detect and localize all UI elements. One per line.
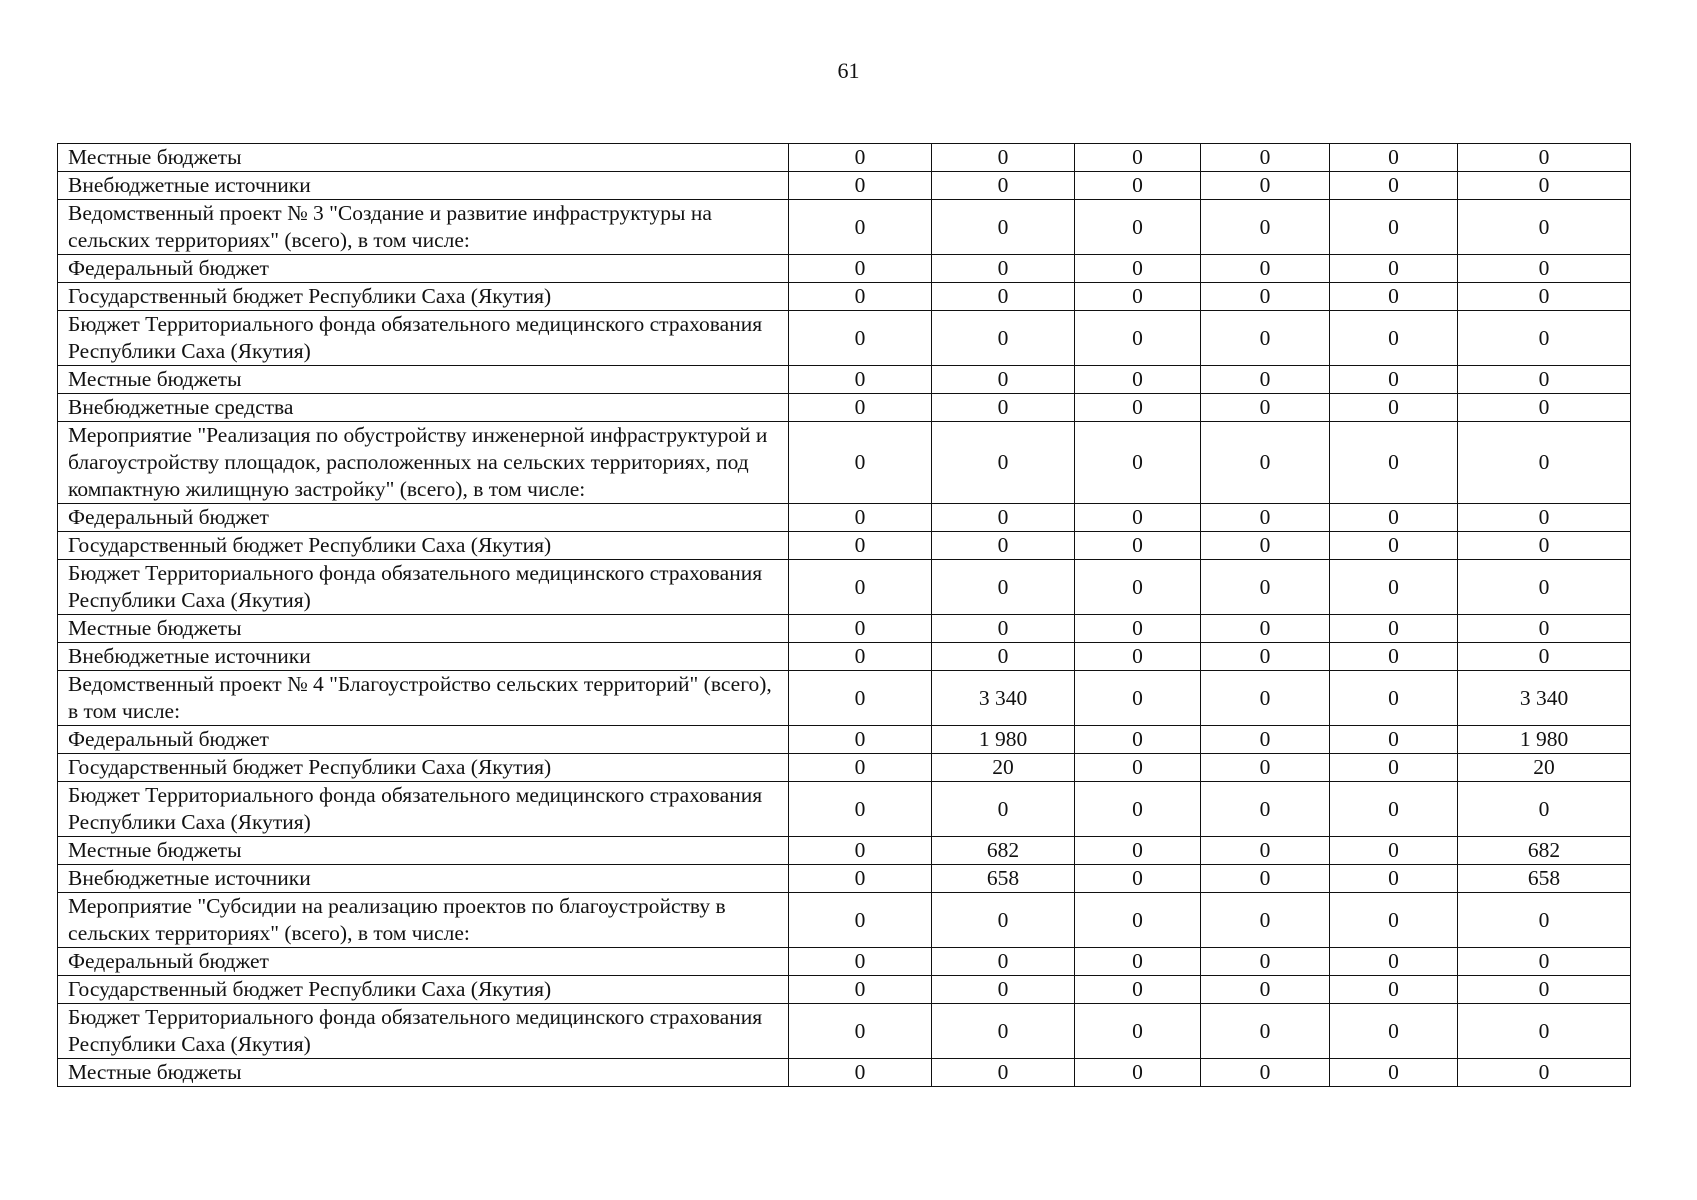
value-cell: 0 [789,976,932,1004]
value-cell: 0 [1458,615,1631,643]
value-cell: 0 [1330,782,1458,837]
table-row [58,394,1631,422]
value-cell: 0 [789,394,932,422]
value-cell: 0 [789,865,932,893]
value-cell: 0 [1075,200,1201,255]
value-cell: 0 [789,726,932,754]
value-cell: 0 [789,200,932,255]
value-cell: 0 [789,948,932,976]
row-label: Внебюджетные источники [58,865,789,893]
value-cell: 0 [932,200,1075,255]
value-cell: 0 [932,422,1075,504]
value-cell: 0 [1075,283,1201,311]
table-row [58,782,1631,837]
value-cell: 0 [932,782,1075,837]
value-cell: 0 [1458,200,1631,255]
value-cell: 0 [1458,948,1631,976]
value-cell: 0 [1330,1059,1458,1087]
value-cell: 0 [789,782,932,837]
value-cell: 0 [1201,394,1330,422]
value-cell: 0 [1075,366,1201,394]
value-cell: 0 [1201,1004,1330,1059]
value-cell: 0 [932,255,1075,283]
table-body [58,144,1631,1087]
table-row [58,976,1631,1004]
value-cell: 0 [1330,311,1458,366]
value-cell: 0 [1075,1004,1201,1059]
value-cell: 0 [789,837,932,865]
value-cell: 0 [1201,532,1330,560]
value-cell: 20 [1458,754,1631,782]
value-cell: 0 [1330,837,1458,865]
value-cell: 0 [1075,948,1201,976]
value-cell: 0 [789,144,932,172]
value-cell: 0 [1458,643,1631,671]
table-row [58,311,1631,366]
table-row [58,366,1631,394]
value-cell: 0 [1201,643,1330,671]
value-cell: 658 [932,865,1075,893]
row-label: Мероприятие "Субсидии на реализацию проектов по благоустройству в сельских территориях" (всего), в том числе: [58,893,789,948]
table-row [58,283,1631,311]
value-cell: 0 [1330,754,1458,782]
value-cell: 0 [932,532,1075,560]
table-row [58,754,1631,782]
value-cell: 0 [1330,172,1458,200]
value-cell: 0 [1330,394,1458,422]
value-cell: 0 [1458,172,1631,200]
row-label: Мероприятие "Реализация по обустройству инженерной инфраструктурой и благоустройству площадок, расположенных на сельских территориях, под компактную жилищную застройку" (всего), в том числе: [58,422,789,504]
value-cell: 0 [1075,422,1201,504]
value-cell: 0 [1075,144,1201,172]
value-cell: 0 [1201,615,1330,643]
row-label: Внебюджетные источники [58,643,789,671]
value-cell: 0 [1075,976,1201,1004]
row-label: Государственный бюджет Республики Саха (Якутия) [58,283,789,311]
value-cell: 0 [789,1004,932,1059]
table-row [58,144,1631,172]
value-cell: 0 [1201,255,1330,283]
row-label: Бюджет Территориального фонда обязательного медицинского страхования Республики Саха (Якутия) [58,1004,789,1059]
value-cell: 0 [1458,1059,1631,1087]
value-cell: 0 [1330,976,1458,1004]
row-label: Государственный бюджет Республики Саха (Якутия) [58,754,789,782]
value-cell: 0 [789,893,932,948]
value-cell: 0 [932,394,1075,422]
value-cell: 682 [1458,837,1631,865]
value-cell: 682 [932,837,1075,865]
value-cell: 0 [789,754,932,782]
table-row [58,726,1631,754]
value-cell: 0 [1458,782,1631,837]
value-cell: 0 [1458,255,1631,283]
value-cell: 0 [1330,560,1458,615]
value-cell: 0 [1201,172,1330,200]
value-cell: 0 [1075,671,1201,726]
value-cell: 0 [789,172,932,200]
value-cell: 0 [1201,144,1330,172]
value-cell: 0 [1330,893,1458,948]
value-cell: 0 [1201,422,1330,504]
value-cell: 0 [1458,1004,1631,1059]
row-label: Внебюджетные средства [58,394,789,422]
value-cell: 3 340 [1458,671,1631,726]
table-row [58,255,1631,283]
table-row [58,1004,1631,1059]
value-cell: 0 [1458,144,1631,172]
value-cell: 0 [1075,1059,1201,1087]
table-row [58,172,1631,200]
row-label: Бюджет Территориального фонда обязательного медицинского страхования Республики Саха (Якутия) [58,782,789,837]
value-cell: 0 [1075,255,1201,283]
value-cell: 0 [789,643,932,671]
value-cell: 0 [789,504,932,532]
value-cell: 0 [789,366,932,394]
page-number: 61 [837,58,860,83]
row-label: Федеральный бюджет [58,726,789,754]
value-cell: 0 [1075,560,1201,615]
value-cell: 0 [1330,200,1458,255]
value-cell: 0 [1075,837,1201,865]
value-cell: 0 [932,144,1075,172]
value-cell: 1 980 [932,726,1075,754]
value-cell: 0 [1075,782,1201,837]
value-cell: 0 [1201,311,1330,366]
value-cell: 0 [932,1004,1075,1059]
value-cell: 0 [1330,255,1458,283]
value-cell: 0 [1201,782,1330,837]
value-cell: 0 [1330,865,1458,893]
value-cell: 3 340 [932,671,1075,726]
value-cell: 0 [1458,422,1631,504]
value-cell: 0 [789,311,932,366]
row-label: Федеральный бюджет [58,948,789,976]
table-row [58,422,1631,504]
value-cell: 0 [789,615,932,643]
row-label: Ведомственный проект № 3 "Создание и развитие инфраструктуры на сельских территориях" (всего), в том числе: [58,200,789,255]
value-cell: 0 [932,311,1075,366]
value-cell: 0 [1458,976,1631,1004]
value-cell: 0 [1075,643,1201,671]
value-cell: 0 [1330,366,1458,394]
table-row [58,893,1631,948]
table-row [58,504,1631,532]
value-cell: 0 [1330,422,1458,504]
row-label: Местные бюджеты [58,1059,789,1087]
value-cell: 0 [1458,366,1631,394]
value-cell: 0 [1330,283,1458,311]
value-cell: 0 [1458,504,1631,532]
table-row [58,560,1631,615]
value-cell: 0 [1458,560,1631,615]
value-cell: 0 [932,1059,1075,1087]
value-cell: 0 [1075,615,1201,643]
value-cell: 0 [1201,893,1330,948]
value-cell: 0 [1458,283,1631,311]
row-label: Бюджет Территориального фонда обязательного медицинского страхования Республики Саха (Якутия) [58,560,789,615]
table-row [58,1059,1631,1087]
table-row [58,200,1631,255]
value-cell: 0 [1201,504,1330,532]
value-cell: 0 [932,948,1075,976]
value-cell: 0 [1201,366,1330,394]
row-label: Государственный бюджет Республики Саха (Якутия) [58,532,789,560]
value-cell: 0 [1330,532,1458,560]
value-cell: 0 [1075,394,1201,422]
value-cell: 0 [1330,671,1458,726]
value-cell: 0 [932,504,1075,532]
value-cell: 0 [1201,754,1330,782]
value-cell: 0 [1075,865,1201,893]
value-cell: 658 [1458,865,1631,893]
value-cell: 0 [1201,865,1330,893]
row-label: Федеральный бюджет [58,255,789,283]
value-cell: 0 [1458,893,1631,948]
value-cell: 0 [1075,754,1201,782]
value-cell: 0 [932,366,1075,394]
value-cell: 0 [1330,1004,1458,1059]
value-cell: 0 [932,560,1075,615]
value-cell: 0 [1075,726,1201,754]
value-cell: 0 [1458,311,1631,366]
value-cell: 0 [932,643,1075,671]
row-label: Внебюджетные источники [58,172,789,200]
value-cell: 1 980 [1458,726,1631,754]
value-cell: 20 [932,754,1075,782]
value-cell: 0 [1201,976,1330,1004]
value-cell: 0 [1201,1059,1330,1087]
row-label: Местные бюджеты [58,615,789,643]
value-cell: 0 [932,893,1075,948]
value-cell: 0 [1201,837,1330,865]
value-cell: 0 [1330,144,1458,172]
value-cell: 0 [932,172,1075,200]
value-cell: 0 [789,283,932,311]
row-label: Государственный бюджет Республики Саха (Якутия) [58,976,789,1004]
value-cell: 0 [1458,532,1631,560]
row-label: Местные бюджеты [58,837,789,865]
value-cell: 0 [1330,504,1458,532]
value-cell: 0 [1075,504,1201,532]
value-cell: 0 [789,422,932,504]
table-row [58,643,1631,671]
value-cell: 0 [789,255,932,283]
table-row [58,837,1631,865]
row-label: Местные бюджеты [58,366,789,394]
value-cell: 0 [1075,311,1201,366]
row-label: Местные бюджеты [58,144,789,172]
row-label: Федеральный бюджет [58,504,789,532]
value-cell: 0 [789,560,932,615]
table-row [58,532,1631,560]
value-cell: 0 [932,615,1075,643]
value-cell: 0 [789,671,932,726]
value-cell: 0 [1201,560,1330,615]
table-row [58,615,1631,643]
value-cell: 0 [1201,200,1330,255]
table-row [58,948,1631,976]
table-row [58,671,1631,726]
row-label: Ведомственный проект № 4 "Благоустройство сельских территорий" (всего), в том числе: [58,671,789,726]
value-cell: 0 [932,283,1075,311]
value-cell: 0 [1330,948,1458,976]
row-label: Бюджет Территориального фонда обязательного медицинского страхования Республики Саха (Якутия) [58,311,789,366]
value-cell: 0 [1201,726,1330,754]
value-cell: 0 [932,976,1075,1004]
value-cell: 0 [1075,893,1201,948]
value-cell: 0 [1330,726,1458,754]
value-cell: 0 [1201,671,1330,726]
value-cell: 0 [1075,172,1201,200]
value-cell: 0 [1201,948,1330,976]
value-cell: 0 [1075,532,1201,560]
value-cell: 0 [789,1059,932,1087]
budget-table [57,143,1631,1087]
value-cell: 0 [1201,283,1330,311]
value-cell: 0 [1458,394,1631,422]
value-cell: 0 [1330,643,1458,671]
value-cell: 0 [789,532,932,560]
table-row [58,865,1631,893]
value-cell: 0 [1330,615,1458,643]
